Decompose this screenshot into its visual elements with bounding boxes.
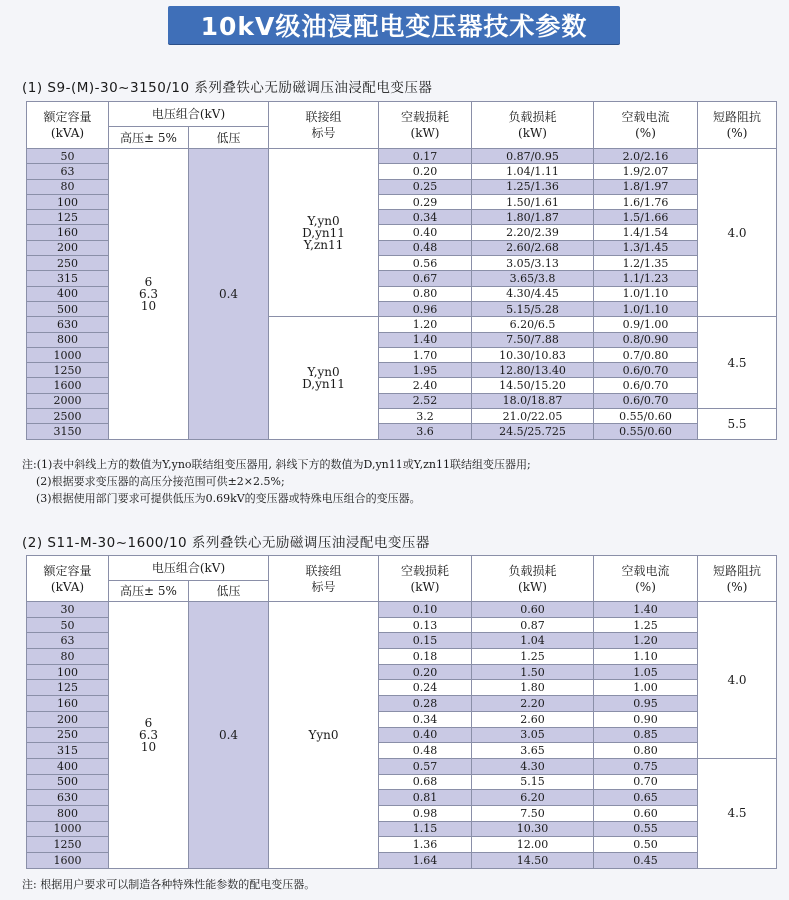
vector-group-value: Y,yn0 bbox=[307, 364, 340, 379]
no-load-loss-cell: 0.56 bbox=[379, 256, 472, 271]
no-load-current-cell: 1.9/2.07 bbox=[594, 164, 698, 179]
rated-capacity-cell: 63 bbox=[27, 164, 109, 179]
lv-voltage-cell: 0.4 bbox=[189, 149, 269, 440]
no-load-loss-cell: 3.2 bbox=[379, 409, 472, 424]
load-loss-cell: 3.65 bbox=[472, 743, 594, 759]
rated-capacity-cell: 1000 bbox=[27, 347, 109, 362]
header-no-load-loss: 空载损耗 (kW) bbox=[379, 556, 472, 602]
rated-capacity-cell: 50 bbox=[27, 617, 109, 633]
no-load-loss-cell: 1.64 bbox=[379, 853, 472, 869]
rated-capacity-cell: 400 bbox=[27, 286, 109, 301]
no-load-loss-cell: 0.10 bbox=[379, 602, 472, 618]
hv-voltage-cell bbox=[109, 149, 189, 440]
header-lv: 低压 bbox=[189, 581, 269, 602]
load-loss-cell: 14.50 bbox=[472, 853, 594, 869]
header-vector-group: 联接组 标号 bbox=[269, 556, 379, 602]
no-load-loss-cell: 3.6 bbox=[379, 424, 472, 439]
no-load-loss-cell: 0.68 bbox=[379, 774, 472, 790]
rated-capacity-cell: 250 bbox=[27, 727, 109, 743]
impedance-cell: 4.0 bbox=[698, 602, 777, 759]
no-load-loss-cell: 1.15 bbox=[379, 821, 472, 837]
no-load-loss-cell: 0.98 bbox=[379, 805, 472, 821]
load-loss-cell: 1.25/1.36 bbox=[472, 179, 594, 194]
no-load-current-cell: 1.2/1.35 bbox=[594, 256, 698, 271]
load-loss-cell: 3.65/3.8 bbox=[472, 271, 594, 286]
rated-capacity-cell: 315 bbox=[27, 271, 109, 286]
no-load-loss-cell: 0.13 bbox=[379, 617, 472, 633]
no-load-loss-cell: 2.52 bbox=[379, 393, 472, 408]
no-load-current-cell: 0.90 bbox=[594, 711, 698, 727]
no-load-loss-cell: 1.40 bbox=[379, 332, 472, 347]
header-voltage-combo: 电压组合(kV) bbox=[109, 556, 269, 581]
no-load-current-cell: 0.55 bbox=[594, 821, 698, 837]
load-loss-cell: 2.60/2.68 bbox=[472, 240, 594, 255]
header-load-loss: 负载损耗 (kW) bbox=[472, 102, 594, 149]
impedance-cell: 4.5 bbox=[698, 317, 777, 409]
no-load-current-cell: 1.5/1.66 bbox=[594, 210, 698, 225]
header-impedance: 短路阻抗 (%) bbox=[698, 556, 777, 602]
header-impedance: 短路阻抗 (%) bbox=[698, 102, 777, 149]
no-load-loss-cell: 0.34 bbox=[379, 711, 472, 727]
load-loss-cell: 7.50 bbox=[472, 805, 594, 821]
no-load-current-cell: 0.7/0.80 bbox=[594, 347, 698, 362]
no-load-current-cell: 0.65 bbox=[594, 790, 698, 806]
vector-group-cell bbox=[269, 149, 379, 317]
no-load-loss-cell: 0.67 bbox=[379, 271, 472, 286]
no-load-current-cell: 0.95 bbox=[594, 696, 698, 712]
vector-group-value: Y,zn11 bbox=[303, 237, 344, 252]
no-load-current-cell: 1.1/1.23 bbox=[594, 271, 698, 286]
no-load-current-cell: 0.55/0.60 bbox=[594, 424, 698, 439]
no-load-current-cell: 0.8/0.90 bbox=[594, 332, 698, 347]
load-loss-cell: 18.0/18.87 bbox=[472, 393, 594, 408]
hv-value: 10 bbox=[140, 739, 157, 754]
vector-group-value: D,yn11 bbox=[302, 376, 345, 391]
load-loss-cell: 5.15 bbox=[472, 774, 594, 790]
header-rated-capacity: 额定容量 (kVA) bbox=[27, 556, 109, 602]
no-load-current-cell: 0.9/1.00 bbox=[594, 317, 698, 332]
no-load-current-cell: 1.10 bbox=[594, 649, 698, 665]
load-loss-cell: 2.60 bbox=[472, 711, 594, 727]
no-load-loss-cell: 1.36 bbox=[379, 837, 472, 853]
no-load-current-cell: 1.25 bbox=[594, 617, 698, 633]
no-load-current-cell: 0.85 bbox=[594, 727, 698, 743]
no-load-current-cell: 0.6/0.70 bbox=[594, 363, 698, 378]
hv-value: 6.3 bbox=[138, 727, 159, 742]
header-load-loss: 负载损耗 (kW) bbox=[472, 556, 594, 602]
rated-capacity-cell: 80 bbox=[27, 649, 109, 665]
load-loss-cell: 14.50/15.20 bbox=[472, 378, 594, 393]
header-vector-group: 联接组 标号 bbox=[269, 102, 379, 149]
no-load-loss-cell: 0.17 bbox=[379, 149, 472, 164]
no-load-current-cell: 2.0/2.16 bbox=[594, 149, 698, 164]
load-loss-cell: 3.05/3.13 bbox=[472, 256, 594, 271]
load-loss-cell: 1.80/1.87 bbox=[472, 210, 594, 225]
rated-capacity-cell: 2500 bbox=[27, 409, 109, 424]
section1-notes bbox=[22, 456, 531, 507]
rated-capacity-cell: 80 bbox=[27, 179, 109, 194]
hv-value: 6 bbox=[144, 715, 153, 730]
load-loss-cell: 4.30 bbox=[472, 758, 594, 774]
load-loss-cell: 4.30/4.45 bbox=[472, 286, 594, 301]
rated-capacity-cell: 400 bbox=[27, 758, 109, 774]
load-loss-cell: 10.30 bbox=[472, 821, 594, 837]
no-load-current-cell: 0.75 bbox=[594, 758, 698, 774]
hv-voltage-cell bbox=[109, 602, 189, 869]
rated-capacity-cell: 125 bbox=[27, 210, 109, 225]
no-load-loss-cell: 0.24 bbox=[379, 680, 472, 696]
no-load-current-cell: 1.4/1.54 bbox=[594, 225, 698, 240]
rated-capacity-cell: 800 bbox=[27, 805, 109, 821]
vector-group-cell: Yyn0 bbox=[269, 602, 379, 869]
note-2: (2)根据要求变压器的高压分接范围可供±2×2.5%; bbox=[36, 475, 285, 488]
no-load-loss-cell: 0.81 bbox=[379, 790, 472, 806]
rated-capacity-cell: 1600 bbox=[27, 853, 109, 869]
vector-group-value: D,yn11 bbox=[302, 225, 345, 240]
rated-capacity-cell: 500 bbox=[27, 301, 109, 316]
rated-capacity-cell: 50 bbox=[27, 149, 109, 164]
impedance-cell: 4.0 bbox=[698, 149, 777, 317]
note-1: 注:(1)表中斜线上方的数值为Y,yno联结组变压器用, 斜线下方的数值为D,yn11或Y,zn11联结组变压器用; bbox=[22, 458, 531, 471]
header-no-load-current: 空载电流 (%) bbox=[594, 102, 698, 149]
rated-capacity-cell: 630 bbox=[27, 790, 109, 806]
no-load-loss-cell: 0.18 bbox=[379, 649, 472, 665]
rated-capacity-cell: 160 bbox=[27, 696, 109, 712]
no-load-current-cell: 0.55/0.60 bbox=[594, 409, 698, 424]
no-load-loss-cell: 0.28 bbox=[379, 696, 472, 712]
page-title: 10kV级油浸配电变压器技术参数 bbox=[200, 12, 588, 41]
load-loss-cell: 1.04 bbox=[472, 633, 594, 649]
rated-capacity-cell: 1600 bbox=[27, 378, 109, 393]
no-load-current-cell: 0.70 bbox=[594, 774, 698, 790]
section2-note: 注: 根据用户要求可以制造各种特殊性能参数的配电变压器。 bbox=[22, 878, 316, 891]
rated-capacity-cell: 315 bbox=[27, 743, 109, 759]
rated-capacity-cell: 500 bbox=[27, 774, 109, 790]
no-load-loss-cell: 0.57 bbox=[379, 758, 472, 774]
load-loss-cell: 12.80/13.40 bbox=[472, 363, 594, 378]
rated-capacity-cell: 100 bbox=[27, 194, 109, 209]
lv-voltage-cell: 0.4 bbox=[189, 602, 269, 869]
load-loss-cell: 5.15/5.28 bbox=[472, 301, 594, 316]
header-hv: 高压± 5% bbox=[109, 581, 189, 602]
no-load-current-cell: 0.6/0.70 bbox=[594, 378, 698, 393]
no-load-current-cell: 1.40 bbox=[594, 602, 698, 618]
load-loss-cell: 0.87 bbox=[472, 617, 594, 633]
no-load-loss-cell: 0.20 bbox=[379, 664, 472, 680]
no-load-loss-cell: 0.20 bbox=[379, 164, 472, 179]
impedance-cell: 5.5 bbox=[698, 409, 777, 440]
no-load-current-cell: 0.6/0.70 bbox=[594, 393, 698, 408]
no-load-loss-cell: 0.96 bbox=[379, 301, 472, 316]
load-loss-cell: 21.0/22.05 bbox=[472, 409, 594, 424]
load-loss-cell: 0.60 bbox=[472, 602, 594, 618]
rated-capacity-cell: 250 bbox=[27, 256, 109, 271]
rated-capacity-cell: 800 bbox=[27, 332, 109, 347]
header-lv: 低压 bbox=[189, 127, 269, 149]
rated-capacity-cell: 3150 bbox=[27, 424, 109, 439]
no-load-loss-cell: 1.95 bbox=[379, 363, 472, 378]
header-no-load-current: 空载电流 (%) bbox=[594, 556, 698, 602]
table-row bbox=[27, 602, 777, 618]
no-load-current-cell: 1.3/1.45 bbox=[594, 240, 698, 255]
hv-value: 6 bbox=[144, 274, 153, 289]
no-load-current-cell: 1.6/1.76 bbox=[594, 194, 698, 209]
load-loss-cell: 3.05 bbox=[472, 727, 594, 743]
no-load-current-cell: 0.45 bbox=[594, 853, 698, 869]
rated-capacity-cell: 30 bbox=[27, 602, 109, 618]
section2-heading: (2) S11-M-30~1600/10 系列叠铁心无励磁调压油浸配电变压器 bbox=[22, 535, 430, 551]
rated-capacity-cell: 100 bbox=[27, 664, 109, 680]
load-loss-cell: 12.00 bbox=[472, 837, 594, 853]
load-loss-cell: 24.5/25.725 bbox=[472, 424, 594, 439]
s9-spec-table bbox=[26, 101, 777, 440]
header-hv: 高压± 5% bbox=[109, 127, 189, 149]
s11-spec-table bbox=[26, 555, 777, 869]
load-loss-cell: 2.20/2.39 bbox=[472, 225, 594, 240]
load-loss-cell: 1.50/1.61 bbox=[472, 194, 594, 209]
no-load-current-cell: 0.50 bbox=[594, 837, 698, 853]
load-loss-cell: 1.50 bbox=[472, 664, 594, 680]
no-load-loss-cell: 0.80 bbox=[379, 286, 472, 301]
header-rated-capacity: 额定容量 (kVA) bbox=[27, 102, 109, 149]
impedance-cell: 4.5 bbox=[698, 758, 777, 868]
no-load-loss-cell: 0.48 bbox=[379, 240, 472, 255]
no-load-loss-cell: 1.70 bbox=[379, 347, 472, 362]
vector-group-value: Y,yn0 bbox=[307, 213, 340, 228]
no-load-current-cell: 1.8/1.97 bbox=[594, 179, 698, 194]
page-title-banner bbox=[168, 6, 620, 44]
load-loss-cell: 6.20 bbox=[472, 790, 594, 806]
no-load-loss-cell: 0.25 bbox=[379, 179, 472, 194]
rated-capacity-cell: 160 bbox=[27, 225, 109, 240]
no-load-current-cell: 0.60 bbox=[594, 805, 698, 821]
load-loss-cell: 2.20 bbox=[472, 696, 594, 712]
load-loss-cell: 1.80 bbox=[472, 680, 594, 696]
section1-heading: (1) S9-(M)-30~3150/10 系列叠铁心无励磁调压油浸配电变压器 bbox=[22, 80, 433, 96]
rated-capacity-cell: 200 bbox=[27, 711, 109, 727]
no-load-loss-cell: 2.40 bbox=[379, 378, 472, 393]
load-loss-cell: 0.87/0.95 bbox=[472, 149, 594, 164]
no-load-loss-cell: 0.29 bbox=[379, 194, 472, 209]
no-load-loss-cell: 0.40 bbox=[379, 727, 472, 743]
rated-capacity-cell: 1250 bbox=[27, 837, 109, 853]
note-3: (3)根据使用部门要求可提供低压为0.69kV的变压器或特殊电压组合的变压器。 bbox=[36, 492, 421, 505]
no-load-current-cell: 0.80 bbox=[594, 743, 698, 759]
rated-capacity-cell: 630 bbox=[27, 317, 109, 332]
load-loss-cell: 1.25 bbox=[472, 649, 594, 665]
load-loss-cell: 1.04/1.11 bbox=[472, 164, 594, 179]
rated-capacity-cell: 63 bbox=[27, 633, 109, 649]
hv-value: 10 bbox=[140, 298, 157, 313]
header-no-load-loss: 空载损耗 (kW) bbox=[379, 102, 472, 149]
rated-capacity-cell: 125 bbox=[27, 680, 109, 696]
hv-value: 6.3 bbox=[138, 286, 159, 301]
no-load-current-cell: 1.0/1.10 bbox=[594, 286, 698, 301]
no-load-current-cell: 1.05 bbox=[594, 664, 698, 680]
rated-capacity-cell: 200 bbox=[27, 240, 109, 255]
rated-capacity-cell: 1250 bbox=[27, 363, 109, 378]
load-loss-cell: 7.50/7.88 bbox=[472, 332, 594, 347]
vector-group-cell bbox=[269, 317, 379, 439]
load-loss-cell: 6.20/6.5 bbox=[472, 317, 594, 332]
no-load-current-cell: 1.0/1.10 bbox=[594, 301, 698, 316]
no-load-loss-cell: 1.20 bbox=[379, 317, 472, 332]
no-load-current-cell: 1.00 bbox=[594, 680, 698, 696]
no-load-current-cell: 1.20 bbox=[594, 633, 698, 649]
no-load-loss-cell: 0.15 bbox=[379, 633, 472, 649]
no-load-loss-cell: 0.48 bbox=[379, 743, 472, 759]
no-load-loss-cell: 0.34 bbox=[379, 210, 472, 225]
table-row bbox=[27, 149, 777, 164]
rated-capacity-cell: 2000 bbox=[27, 393, 109, 408]
no-load-loss-cell: 0.40 bbox=[379, 225, 472, 240]
header-voltage-combo: 电压组合(kV) bbox=[109, 102, 269, 127]
load-loss-cell: 10.30/10.83 bbox=[472, 347, 594, 362]
rated-capacity-cell: 1000 bbox=[27, 821, 109, 837]
